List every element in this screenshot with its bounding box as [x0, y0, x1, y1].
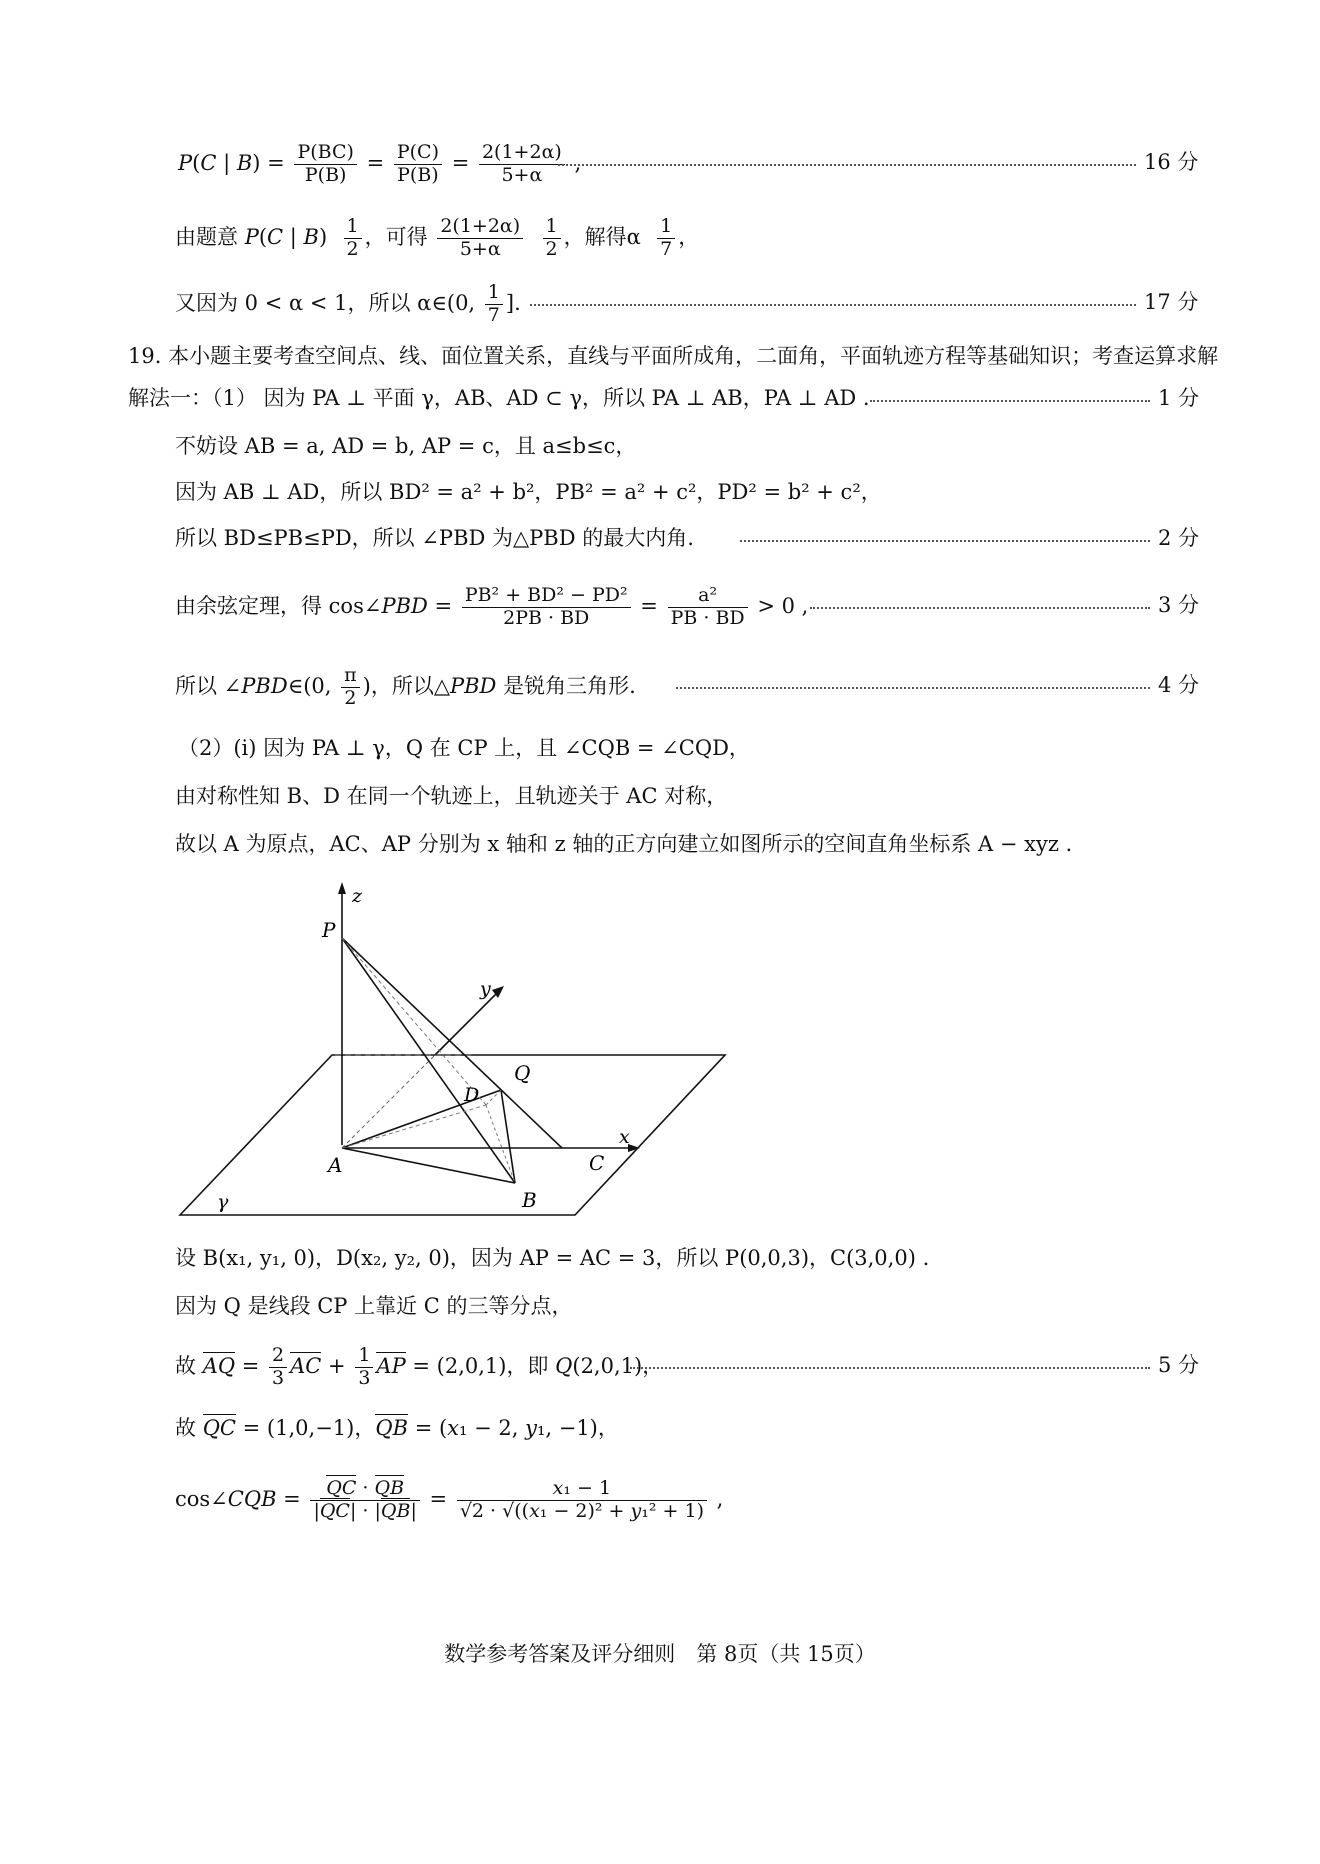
text-line [0, 584, 1320, 629]
formula-text: cos∠CQB = $\frac{QC \cdot QB}{|QC| \cdot |QB|}$ = $\frac{\text{x₁ − 1}}{\text{√2 · √((x₁ − 2)² + y₁² + 1)}}$ , [175, 1477, 724, 1522]
text-line [0, 776, 1320, 816]
text-line [0, 1408, 1320, 1448]
edge-DB-hidden [486, 1105, 515, 1183]
score-label: 1 分 [1158, 386, 1200, 410]
solution-step: 所以 BD≤PB≤PD，所以 ∠PBD 为△PBD 的最大内角. [175, 526, 694, 550]
text-line [0, 1477, 1320, 1522]
label-Q: Q [514, 1061, 531, 1085]
label-B: B [522, 1188, 537, 1212]
text-line [0, 1344, 1320, 1389]
text-line [0, 472, 1320, 512]
text-line [0, 378, 1320, 418]
label-D: D [464, 1084, 480, 1106]
edge-PD-hidden [342, 938, 486, 1105]
formula-line-conditional-probability [0, 141, 1320, 186]
text-line [0, 215, 1320, 260]
formula-text: 由题意 P(C | B) $\frac{1}{2}$ ，可得 $\frac{2(1+2\alpha)}{5+\alpha}$ $\frac{1}{2}$ ，解得α $\frac{1}{7}$ ， [175, 215, 700, 260]
label-gamma: γ [217, 1191, 229, 1213]
formula-text: 又因为 0 < α < 1，所以 α∈(0, $\frac{1}{7}$ ]. [175, 281, 521, 326]
label-y: y [480, 978, 491, 1000]
solution-step: 设 B(x₁, y₁, 0)，D(x₂, y₂, 0)，因为 AP = AC = 3，所以 P(0,0,3)，C(3,0,0) . [175, 1246, 930, 1270]
formula-text: 故 QC = (1,0,−1)，QB = (x₁ − 2, y₁, −1)， [175, 1416, 619, 1440]
x-axis-arrow [628, 1144, 640, 1152]
z-axis-arrow [338, 882, 346, 894]
solution-step: 解法一：（1） 因为 PA ⊥ 平面 γ，AB、AD ⊂ γ，所以 PA ⊥ AB，PA ⊥ AD . [128, 386, 870, 410]
solution-step: 因为 AB ⊥ AD，所以 BD² = a² + b²，PB² = a² + c²，PD² = b² + c²， [175, 480, 882, 504]
dot-leader [558, 142, 1136, 166]
text-line [0, 281, 1320, 326]
edge-QB [501, 1090, 515, 1183]
formula-text: 所以 ∠PBD∈(0, $\frac{\pi}{2}$ )，所以△PBD 是锐角三角形. [175, 664, 636, 709]
dot-leader [740, 518, 1150, 542]
score-label: 5 分 [1158, 1353, 1200, 1377]
y-axis-hidden [342, 1055, 435, 1148]
label-A: A [328, 1153, 343, 1177]
dot-leader [630, 1345, 1150, 1369]
edge-AB [342, 1148, 515, 1183]
problem-19-intro [0, 336, 1320, 376]
text-line [0, 426, 1320, 466]
solution-step: 因为 Q 是线段 CP 上靠近 C 的三等分点， [175, 1294, 573, 1318]
formula-text: 故 AQ = $\frac{2}{3}$ AC + $\frac{1}{3}$ AP = (2,0,1)，即 Q(2,0,1)， [175, 1344, 664, 1389]
plane-gamma [180, 1055, 725, 1215]
dot-leader [676, 665, 1150, 689]
label-P: P [322, 918, 336, 942]
text-line [0, 824, 1320, 864]
solution-step: 故以 A 为原点，AC、AP 分别为 x 轴和 z 轴的正方向建立如图所示的空间直角坐标系 A − xyz . [175, 832, 1073, 856]
solution-step: 不妨设 AB = a, AD = b, AP = c，且 a≤b≤c， [175, 434, 637, 458]
dot-leader [810, 585, 1150, 609]
label-C: C [589, 1151, 605, 1175]
score-label: 16 分 [1144, 150, 1199, 174]
edge-PB [342, 938, 515, 1183]
text-line [0, 518, 1320, 558]
dot-leader [530, 282, 1136, 306]
score-label: 4 分 [1158, 673, 1200, 697]
solution-step: （2）(i) 因为 PA ⊥ γ，Q 在 CP 上，且 ∠CQB = ∠CQD， [178, 736, 750, 760]
text-line [0, 1238, 1320, 1278]
problem-heading: 19. 本小题主要考查空间点、线、面位置关系，直线与平面所成角，二面角，平面轨迹方程等基础知识；考查运算求解 [128, 344, 1219, 368]
text-line [0, 1286, 1320, 1326]
formula-text: 由余弦定理，得 cos∠PBD = $\frac{\text{PB² + BD² − PD²}}{2PB \cdot BD}$ = $\frac{\text{a²}}{PB \cdot BD}$ > 0 , [175, 584, 809, 629]
text-line [0, 728, 1320, 768]
label-z: z [352, 885, 363, 907]
solution-step: 由对称性知 B、D 在同一个轨迹上，且轨迹关于 AC 对称， [175, 784, 728, 808]
score-label: 2 分 [1158, 526, 1200, 550]
label-x: x [619, 1126, 630, 1148]
page-footer: 数学参考答案及评分细则 第 8页（共 15页） [444, 1642, 876, 1666]
text-line [0, 664, 1320, 709]
score-label: 17 分 [1144, 290, 1199, 314]
score-label: 3 分 [1158, 593, 1200, 617]
edge-PC [342, 938, 562, 1148]
formula-text: P(C | B) = $\frac{P(BC)}{P(B)}$ = $\frac{P(C)}{P(B)}$ = $\frac{2(1+2\alpha)}{5+\alpha}$ , [178, 141, 582, 186]
coordinate-system-figure [170, 880, 740, 1225]
dot-leader [870, 378, 1150, 402]
